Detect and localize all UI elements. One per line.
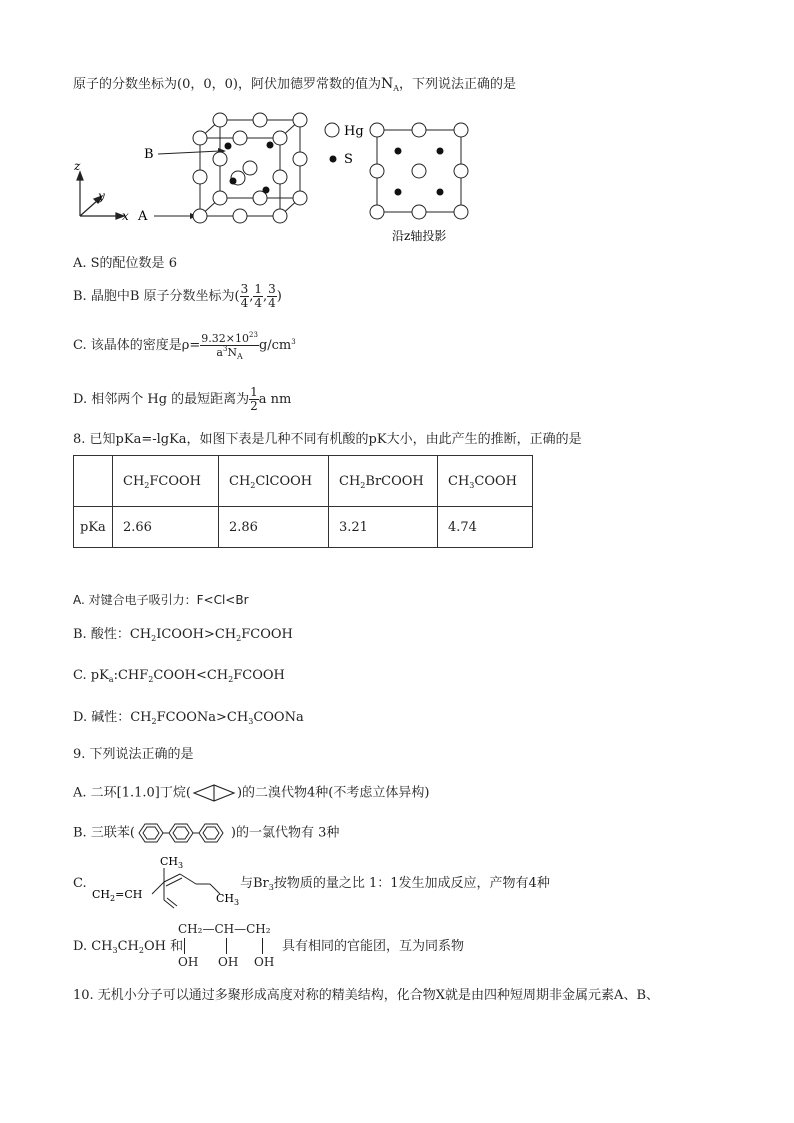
label-b: B	[144, 147, 154, 162]
bicyclobutane-structure	[191, 783, 237, 803]
axis-x-label: x	[122, 209, 129, 223]
q10-stem: 10. 无机小分子可以通过多聚形成高度对称的精美结构，化合物X就是由四种短周期非金属元素A、B、	[73, 988, 660, 1003]
intro-line: 原子的分数坐标为(0，0，0)，阿伏加德罗常数的值为$N_A$，下列说法正确的是	[73, 76, 517, 93]
row-label: pKa	[74, 507, 113, 548]
terphenyl-structure	[135, 822, 231, 844]
q9-option-c-label: C.	[73, 876, 87, 891]
q8-option-c: C. $pK_a:CHF_2COOH<CH_2FCOOH$	[73, 668, 285, 684]
legend-s: S	[344, 152, 353, 167]
q9-option-d-text: 具有相同的官能团，互为同系物	[282, 939, 465, 954]
diene-structure	[90, 852, 242, 910]
axis-y-label: y	[98, 189, 105, 203]
q8-stem: 8. 已知pKa=-lgKa，如图下表是几种不同有机酸的pK大小，由此产生的推断，正确的是	[73, 432, 582, 447]
ch3-top: $CH_3$	[160, 855, 184, 870]
label-a: A	[138, 209, 148, 224]
table-corner	[74, 456, 113, 507]
q9-option-a: A. 二环[1.1.0]丁烷( )的二溴代物4种(不考虑立体异构)	[73, 783, 429, 803]
q8-option-d: D. 碱性：$CH_2FCOONa>CH_3COONa$	[73, 710, 304, 726]
q7-option-c: C. 该晶体的密度是ρ= $\frac{9.32\times 10^{23}}{a^3N_A}$ $g/cm^3$	[73, 331, 296, 361]
legend-hg-icon	[325, 123, 339, 137]
table-cell: 4.74	[438, 507, 533, 548]
q9-stem: 9. 下列说法正确的是	[73, 747, 194, 762]
axis-z-label: z	[74, 159, 81, 173]
crystal-figure	[70, 108, 490, 248]
frac-1: $\frac{3}{4}$	[240, 282, 249, 310]
ch3-right: $CH_3$	[216, 892, 240, 907]
pka-table	[73, 455, 533, 548]
legend-hg: Hg	[344, 124, 364, 139]
q8-option-a: A. 对键合电子吸引力：F<Cl<Br	[73, 593, 249, 607]
density-fraction: $\frac{9.32\times 10^{23}}{a^3N_A}$	[201, 331, 258, 361]
projection-caption: 沿z轴投影	[392, 229, 447, 243]
frac-3: $\frac{3}{4}$	[268, 282, 276, 310]
q7-option-d: D. 相邻两个 Hg 的最短距离为 $\frac{1}{2}$ a nm	[73, 385, 292, 413]
frac-2: $\frac{1}{4}$	[254, 282, 262, 310]
header-ch2clcooh: $CH_2ClCOOH$	[219, 456, 329, 507]
q9-option-c-text: 与$Br_3$按物质的量之比 1：1发生加成反应，产物有4种	[240, 876, 550, 892]
q9-option-d: D. $CH_3CH_2OH$ 和	[73, 939, 184, 955]
q7-option-a: A. S的配位数是 6	[73, 256, 177, 271]
ch2-left: $CH_2=CH$	[92, 888, 143, 903]
glycerol-structure: CH₂—CH—CH₂ OH OH OH	[178, 922, 275, 969]
legend-s-icon	[330, 156, 337, 163]
z-axis-projection	[370, 123, 468, 219]
q9-option-b: B. 三联苯( )的一氯代物有 3种	[73, 822, 339, 844]
table-cell: 2.66	[113, 507, 219, 548]
header-ch2fcooh: $CH_2FCOOH$	[113, 456, 219, 507]
table-cell: 3.21	[329, 507, 438, 548]
table-cell: 2.86	[219, 507, 329, 548]
q7-option-b: B. 晶胞中B 原子分数坐标为( $\frac{3}{4}$ , $\frac{1}{4}$ , $\frac{3}{4}$ )	[73, 282, 282, 310]
q8-option-b: B. 酸性：$CH_2ICOOH>CH_2FCOOH$	[73, 627, 293, 643]
half-fraction: $\frac{1}{2}$	[250, 385, 258, 413]
header-ch3cooh: $CH_3COOH$	[438, 456, 533, 507]
avogadro-symbol: $N_A$	[380, 76, 399, 93]
header-ch2brcooh: $CH_2BrCOOH$	[329, 456, 438, 507]
